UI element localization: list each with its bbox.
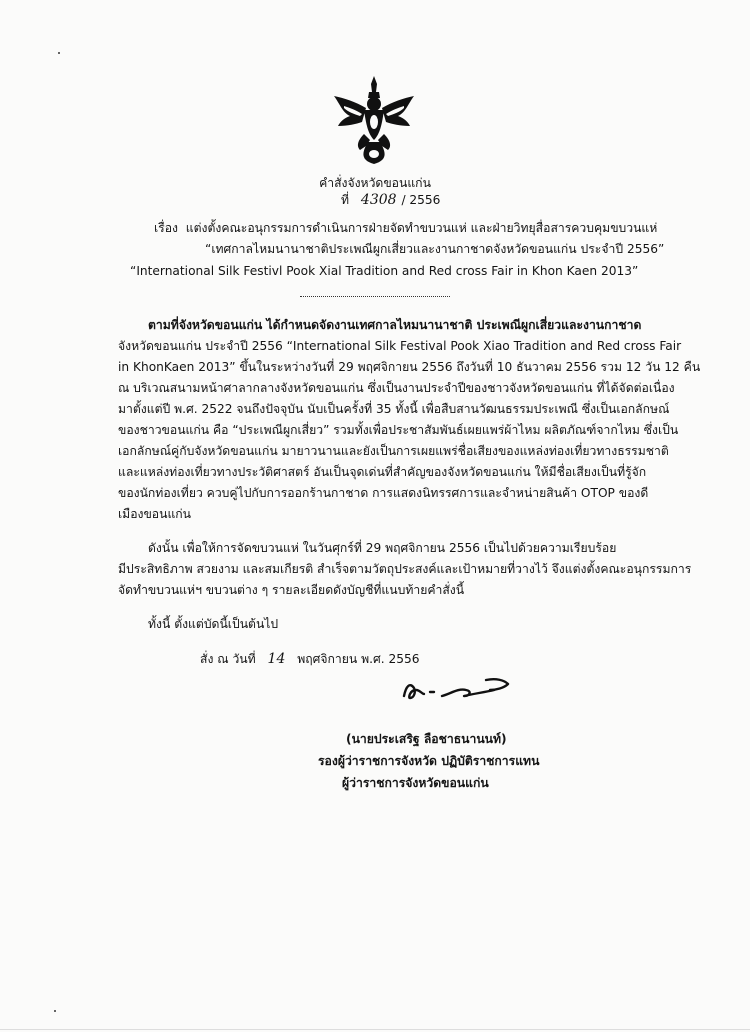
paragraph-2-line: ดังนั้น เพื่อให้การจัดขบวนแห่ ในวันศุกร์ที่ 29 พฤศจิกายน 2556 เป็นไปด้วยความเรียบร้อย xyxy=(148,541,617,555)
signature-icon xyxy=(400,672,520,704)
order-date-suffix: พฤศจิกายน พ.ศ. 2556 xyxy=(297,652,420,666)
paragraph-1-line: ณ บริเวณสนามหน้าศาลากลางจังหวัดขอนแก่น ซึ่งเป็นงานประจำปีของชาวจังหวัดขอนแก่น ที่ได้จัดต่อเนื่อง xyxy=(118,381,675,395)
order-date-prefix: สั่ง ณ วันที่ xyxy=(200,652,256,666)
subject-line-3: “International Silk Festivl Pook Xial Tradition and Red cross Fair in Khon Kaen 2013” xyxy=(130,264,639,278)
page-bottom-edge xyxy=(0,1029,750,1030)
paragraph-2-line: จัดทำขบวนแห่ฯ ขบวนต่าง ๆ รายละเอียดดังบัญชีที่แนบท้ายคำสั่งนี้ xyxy=(118,583,465,597)
signatory-name: (นายประเสริฐ ลือชาธนานนท์) xyxy=(346,732,507,746)
garuda-emblem-icon xyxy=(330,74,418,166)
scan-speck xyxy=(54,1010,56,1012)
order-number-prefix: ที่ xyxy=(341,193,350,207)
order-date xyxy=(200,651,420,668)
paragraph-1-line: ตามที่จังหวัดขอนแก่น ได้กำหนดจัดงานเทศกาลไหมนานาชาติ ประเพณีผูกเสี่ยวและงานกาชาด xyxy=(148,318,642,332)
paragraph-1-line: เมืองขอนแก่น xyxy=(118,507,192,521)
subject-line-2: “เทศกาลไหมนานาชาติประเพณีผูกเสี่ยวและงานกาชาดจังหวัดขอนแก่น ประจำปี 2556” xyxy=(205,242,665,256)
paragraph-1-line: มาตั้งแต่ปี พ.ศ. 2522 จนถึงปัจจุบัน นับเป็นครั้งที่ 35 ทั้งนี้ เพื่อสืบสานวัฒนธรรมประเพณี ซึ่งเป็นเอกลักษณ์ xyxy=(118,402,670,416)
paragraph-1-line: เอกลักษณ์คู่กับจังหวัดขอนแก่น มายาวนานและยังเป็นการเผยแพร่ชื่อเสียงของแหล่งท่องเที่ยวทางธรรมชาติ xyxy=(118,444,669,458)
separator-line xyxy=(300,296,450,297)
effective-clause: ทั้งนี้ ตั้งแต่บัดนี้เป็นต้นไป xyxy=(148,617,279,631)
order-number-handwritten: 4308 xyxy=(360,192,397,208)
paragraph-2-line: มีประสิทธิภาพ สวยงาม และสมเกียรติ สำเร็จตามวัตถุประสงค์และเป้าหมายที่วางไว้ จึงแต่งตั้งคณะอนุกรรมการ xyxy=(118,562,692,576)
order-date-day-handwritten: 14 xyxy=(267,651,286,667)
subject-text: แต่งตั้งคณะอนุกรรมการดำเนินการฝ่ายจัดทำขบวนแห่ และฝ่ายวิทยุสื่อสารควบคุมขบวนแห่ xyxy=(185,221,658,235)
paragraph-1-line: in KhonKaen 2013” ขึ้นในระหว่างวันที่ 29 พฤศจิกายน 2556 ถึงวันที่ 10 ธันวาคม 2556 รวม 12 วัน 12 คืน xyxy=(118,360,701,374)
subject-line-1 xyxy=(154,220,657,237)
order-title: คำสั่งจังหวัดขอนแก่น xyxy=(319,176,431,190)
paragraph-1-line: จังหวัดขอนแก่น ประจำปี 2556 “International Silk Festival Pook Xiao Tradition and Red cross Fair xyxy=(118,339,682,353)
subject-label: เรื่อง xyxy=(154,221,178,235)
paragraph-1-line: ของนักท่องเที่ยว ควบคู่ไปกับการออกร้านกาชาด การแสดงนิทรรศการและจำหน่ายสินค้า OTOP ของดี xyxy=(118,486,649,500)
paragraph-1-line: และแหล่งท่องเที่ยวทางประวัติศาสตร์ อันเป็นจุดเด่นที่สำคัญของจังหวัดขอนแก่น ให้มีชื่อเสียงเป็นที่รู้จัก xyxy=(118,465,647,479)
order-number-suffix: / 2556 xyxy=(401,193,441,207)
signatory-position-1: รองผู้ว่าราชการจังหวัด ปฏิบัติราชการแทน xyxy=(318,754,540,768)
signatory-position-2: ผู้ว่าราชการจังหวัดขอนแก่น xyxy=(342,776,489,790)
scan-speck xyxy=(58,52,60,54)
paragraph-1-line: ของชาวขอนแก่น คือ “ประเพณีผูกเสี่ยว” รวมทั้งเพื่อประชาสัมพันธ์เผยแพร่ผ้าไหม ผลิตภัณฑ์จากไหม ซึ่งเป็น xyxy=(118,423,679,437)
order-number xyxy=(341,192,440,209)
